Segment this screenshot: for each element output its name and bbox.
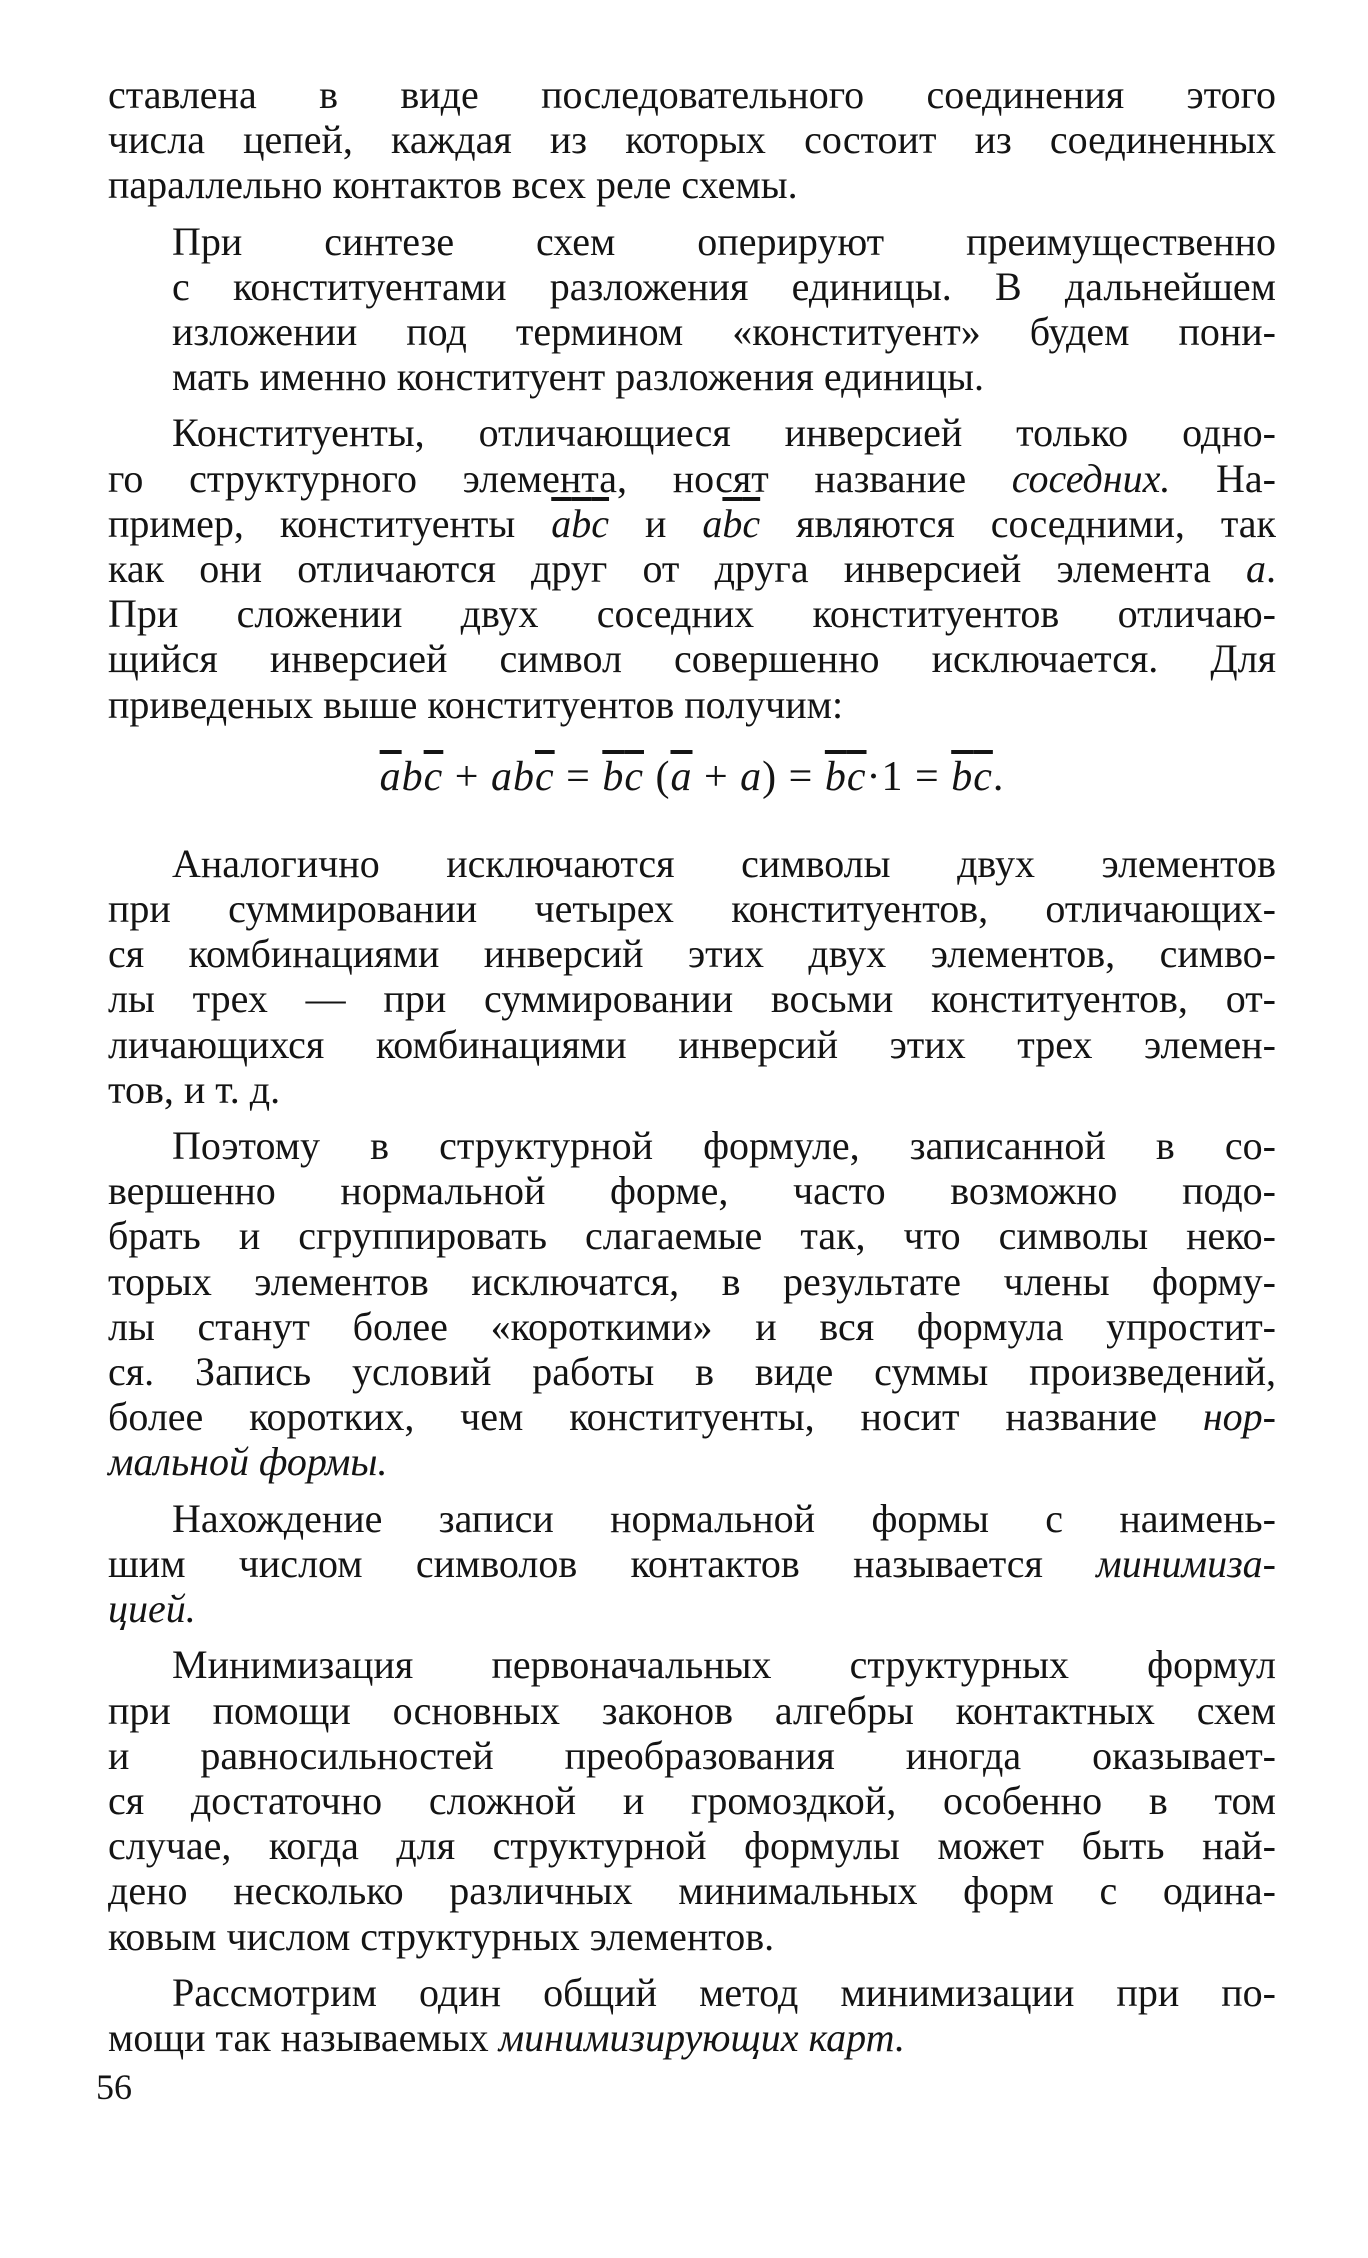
text-line: брать и сгруппировать слагаемые так, что символы неко-: [108, 1213, 1276, 1259]
formula-operator: +: [692, 753, 741, 800]
var-a: a: [1246, 546, 1266, 592]
text-line: Нахождение записи нормальной формы с наимень-: [172, 1495, 1276, 1541]
formula-operator: =: [903, 753, 952, 800]
formula-symbol: $\overline{c}$: [624, 753, 644, 800]
page-text: [108, 72, 1276, 2071]
text-line: лы трех — при суммировании восьми конституентов, от-: [108, 976, 1276, 1022]
text-line: торых элементов исключатся, в результате члены форму-: [108, 1258, 1276, 1304]
paragraph-3: [108, 410, 1276, 726]
text-fragment: и: [609, 500, 703, 546]
text-fragment: пример, конституенты: [108, 500, 552, 546]
term-minimizing-maps: минимизирующих карт.: [498, 2014, 906, 2060]
text-line: при суммировании четырех конституентов, отличающих-: [108, 886, 1276, 932]
formula-symbol: $\overline{b}$: [951, 753, 974, 800]
paragraph-1: [108, 72, 1276, 208]
text-fragment: шим числом символов контактов называется: [108, 1540, 1097, 1586]
text-line: тов, и т. д.: [108, 1066, 281, 1112]
text-line: ся. Запись условий работы в виде суммы произведений,: [108, 1349, 1276, 1395]
text-line: Конституенты, отличающиеся инверсией только одно-: [172, 410, 1276, 456]
paragraph-2: [108, 219, 1276, 400]
formula-symbol: $\overline{c}$: [846, 753, 867, 800]
text-line: с конституентами разложения единицы. В дальнейшем: [172, 263, 1276, 309]
formula-operator: ): [762, 753, 778, 800]
text-line: случае, когда для структурной формулы может быть най-: [108, 1823, 1276, 1869]
text-fragment: являются соседними, так: [760, 500, 1276, 546]
text-line: [108, 1439, 1276, 1484]
formula-symbol: $\overline{c}$: [423, 753, 444, 800]
paragraph-6: [108, 1496, 1276, 1632]
text-fragment: го структурного элемента, носят название: [108, 455, 1012, 501]
text-fragment: На-: [1170, 455, 1276, 501]
formula-symbol: a: [740, 753, 763, 800]
text-line: [108, 2015, 1276, 2060]
page-number: 56: [96, 2067, 132, 2107]
text-line: числа цепей, каждая из которых состоит из соединенных: [108, 117, 1276, 163]
term-minimization: цией.: [108, 1586, 196, 1632]
text-line: [108, 1586, 1276, 1631]
term-normal-form: нор-: [1202, 1394, 1276, 1440]
text-line: [108, 456, 1276, 501]
text-line: При сложении двух соседних конституентов отличаю-: [108, 591, 1276, 637]
formula-operator: ·1: [866, 753, 904, 800]
paragraph-8: [108, 1970, 1276, 2060]
formula-symbol: $\overline{b}$: [602, 753, 625, 800]
formula-operator: +: [443, 753, 491, 800]
text-line: приведеных выше конституентов получим:: [108, 681, 844, 727]
text-line: [108, 546, 1276, 591]
term-minimization: минимиза-: [1096, 1540, 1276, 1586]
text-line: дено несколько различных минимальных форм с одина-: [108, 1868, 1276, 1914]
text-line: мать именно конституент разложения единицы.: [172, 354, 984, 400]
text-line: [108, 1394, 1276, 1439]
text-line: [108, 501, 1276, 546]
text-line: изложении под термином «конституент» будем пони-: [172, 309, 1276, 355]
expr-a-barb-barc-2: $a\overline{b}\overline{c}$: [702, 500, 761, 546]
text-line: и равносильностей преобразования иногда оказывает-: [108, 1732, 1276, 1778]
text-line: ковым числом структурных элементов.: [108, 1913, 775, 1959]
text-line: вершенно нормальной форме, часто возможно подо-: [108, 1168, 1276, 1214]
text-line: Минимизация первоначальных структурных формул: [172, 1642, 1276, 1688]
text-line: Рассмотрим один общий метод минимизации при по-: [172, 1969, 1276, 2015]
text-line: Аналогично исключаются символы двух элементов: [172, 840, 1276, 886]
text-line: ставлена в виде последовательного соединения этого: [108, 72, 1276, 117]
formula-symbol: a: [490, 753, 513, 800]
text-fragment: как они отличаются друг от друга инверсией элемента: [108, 546, 1246, 592]
text-fragment: .: [1266, 546, 1276, 592]
text-line: лы станут более «короткими» и вся формула упростит-: [108, 1303, 1276, 1349]
text-line: при помощи основных законов алгебры контактных схем: [108, 1687, 1276, 1733]
text-line: Поэтому в структурной формуле, записанной в со-: [172, 1123, 1276, 1169]
formula-symbol: $\overline{a}$: [379, 753, 402, 800]
text-line: параллельно контактов всех реле схемы.: [108, 162, 798, 208]
text-line: При синтезе схем оперируют преимущественно: [172, 218, 1276, 264]
text-fragment: мощи так называемых: [108, 2014, 499, 2060]
formula-operator: .: [992, 753, 1005, 800]
formula-operator: (: [643, 753, 671, 800]
formula-symbol: $\overline{c}$: [973, 753, 993, 800]
formula-symbol: $\overline{a}$: [670, 753, 693, 800]
text-line: ся комбинациями инверсий этих двух элементов, симво-: [108, 931, 1276, 977]
paragraph-4: [108, 841, 1276, 1112]
term-normal-form: мальной формы.: [108, 1439, 388, 1485]
text-line: щийся инверсией символ совершенно исключается. Для: [108, 636, 1276, 682]
formula-symbol: b: [512, 753, 535, 800]
formula-operator: =: [777, 753, 825, 800]
paragraph-7: [108, 1642, 1276, 1958]
text-line: [108, 1541, 1276, 1586]
formula-symbol: b: [401, 753, 424, 800]
text-fragment: более коротких, чем конституенты, носит название: [108, 1394, 1203, 1440]
expr-a-barb-barc: $\overline{a}\overline{b}\overline{c}$: [551, 500, 610, 546]
formula-operator: =: [554, 753, 603, 800]
formula-symbol: $\overline{b}$: [824, 753, 847, 800]
text-line: личающихся комбинациями инверсий этих трех элемен-: [108, 1021, 1276, 1067]
text-line: ся достаточно сложной и громоздкой, особенно в том: [108, 1777, 1276, 1823]
term-sosednikh: соседних.: [1011, 455, 1171, 501]
paragraph-5: [108, 1123, 1276, 1485]
formula-symbol: $\overline{c}$: [534, 753, 555, 800]
formula: [108, 753, 1276, 801]
